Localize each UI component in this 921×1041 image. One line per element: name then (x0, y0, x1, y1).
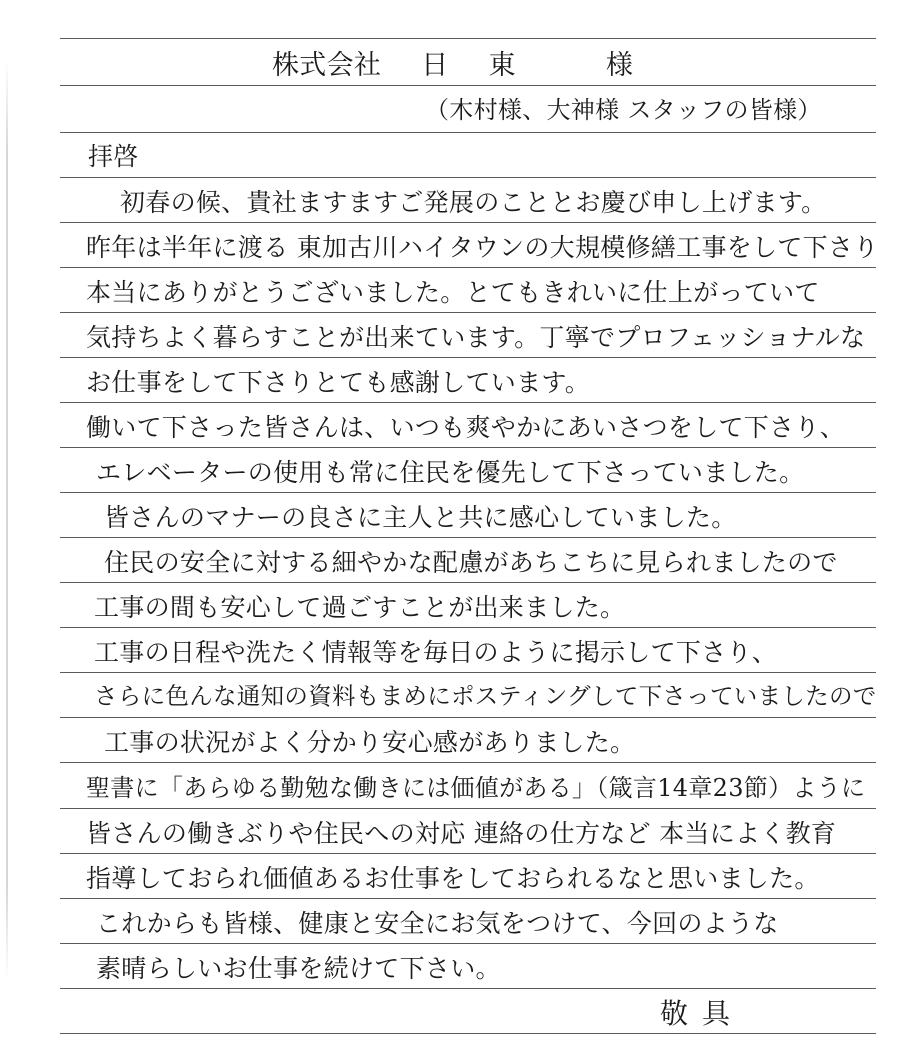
ruled-line (60, 808, 876, 809)
ruled-line (60, 85, 876, 86)
body-line: 初春の候、貴社ますますご発展のこととお慶び申し上げます。 (120, 188, 827, 217)
body-line: 働いて下さった皆さんは、いつも爽やかにあいさつをして下さり、 (86, 413, 846, 442)
body-line: 本当にありがとうございました。とてもきれいに仕上がっていて (86, 278, 820, 307)
ruled-line (60, 312, 876, 313)
ruled-line (60, 402, 876, 403)
ruled-line (60, 988, 876, 989)
ruled-line (60, 267, 876, 268)
ruled-line (60, 943, 876, 944)
body-line: 指導しておられ価値あるお仕事をしておられるなと思いました。 (86, 864, 820, 893)
body-line: さらに色んな通知の資料もまめにポスティングして下さっていましたので (94, 682, 877, 710)
ruled-line (60, 447, 876, 448)
ruled-line (60, 717, 876, 718)
scan-edge (6, 60, 8, 980)
body-line: 気持ちよく暮らすことが出来ています。丁寧でプロフェッショナルな (86, 323, 866, 352)
ruled-line (60, 177, 876, 178)
staff-line: （木村様、大神様 スタッフの皆様） (425, 96, 822, 124)
ruled-line (60, 582, 876, 583)
body-line: 工事の間も安心して過ごすことが出来ました。 (94, 593, 626, 622)
addressee-name-second: 東 (488, 50, 516, 81)
body-line: 住民の安全に対する細やかな配慮があちこちに見られましたので (104, 548, 838, 577)
body-line: 皆さんの働きぶりや住民への対応 連絡の仕方など 本当によく教育 (86, 819, 837, 848)
addressee-name-first: 日 (421, 50, 449, 81)
ruled-line (60, 627, 876, 628)
ruled-line (60, 537, 876, 538)
body-line: エレベーターの使用も常に住民を優先して下さっていました。 (96, 458, 805, 487)
body-line: 工事の日程や洗たく情報等を毎日のように掲示して下さり、 (94, 638, 778, 667)
ruled-line (60, 132, 876, 133)
body-line: お仕事をして下さりとても感謝しています。 (86, 368, 591, 397)
ruled-line (60, 853, 876, 854)
addressee-line (272, 52, 633, 79)
body-line: 昨年は半年に渡る 東加古川ハイタウンの大規模修繕工事をして下さり (86, 233, 879, 262)
addressee-company: 株式会社 (272, 50, 382, 81)
closing: 敬具 (660, 997, 745, 1030)
ruled-line (60, 38, 876, 39)
ruled-line (60, 357, 876, 358)
addressee-honorific: 様 (605, 50, 634, 81)
body-line: 素晴らしいお仕事を続けて下さい。 (96, 954, 501, 983)
salutation: 拝啓 (88, 142, 139, 171)
ruled-line (60, 672, 876, 673)
ruled-line (60, 762, 876, 763)
body-line: これからも皆様、健康と安全にお気をつけて、今回のような (96, 909, 779, 938)
ruled-line (60, 1033, 876, 1034)
body-line: 皆さんのマナーの良さに主人と共に感心していました。 (104, 503, 737, 532)
ruled-line (60, 222, 876, 223)
ruled-line (60, 898, 876, 899)
body-line: 聖書に「あらゆる勤勉な働きには価値がある」（箴言14章23節）ように (86, 774, 866, 802)
body-line: 工事の状況がよく分かり安心感がありました。 (104, 728, 636, 757)
ruled-line (60, 492, 876, 493)
